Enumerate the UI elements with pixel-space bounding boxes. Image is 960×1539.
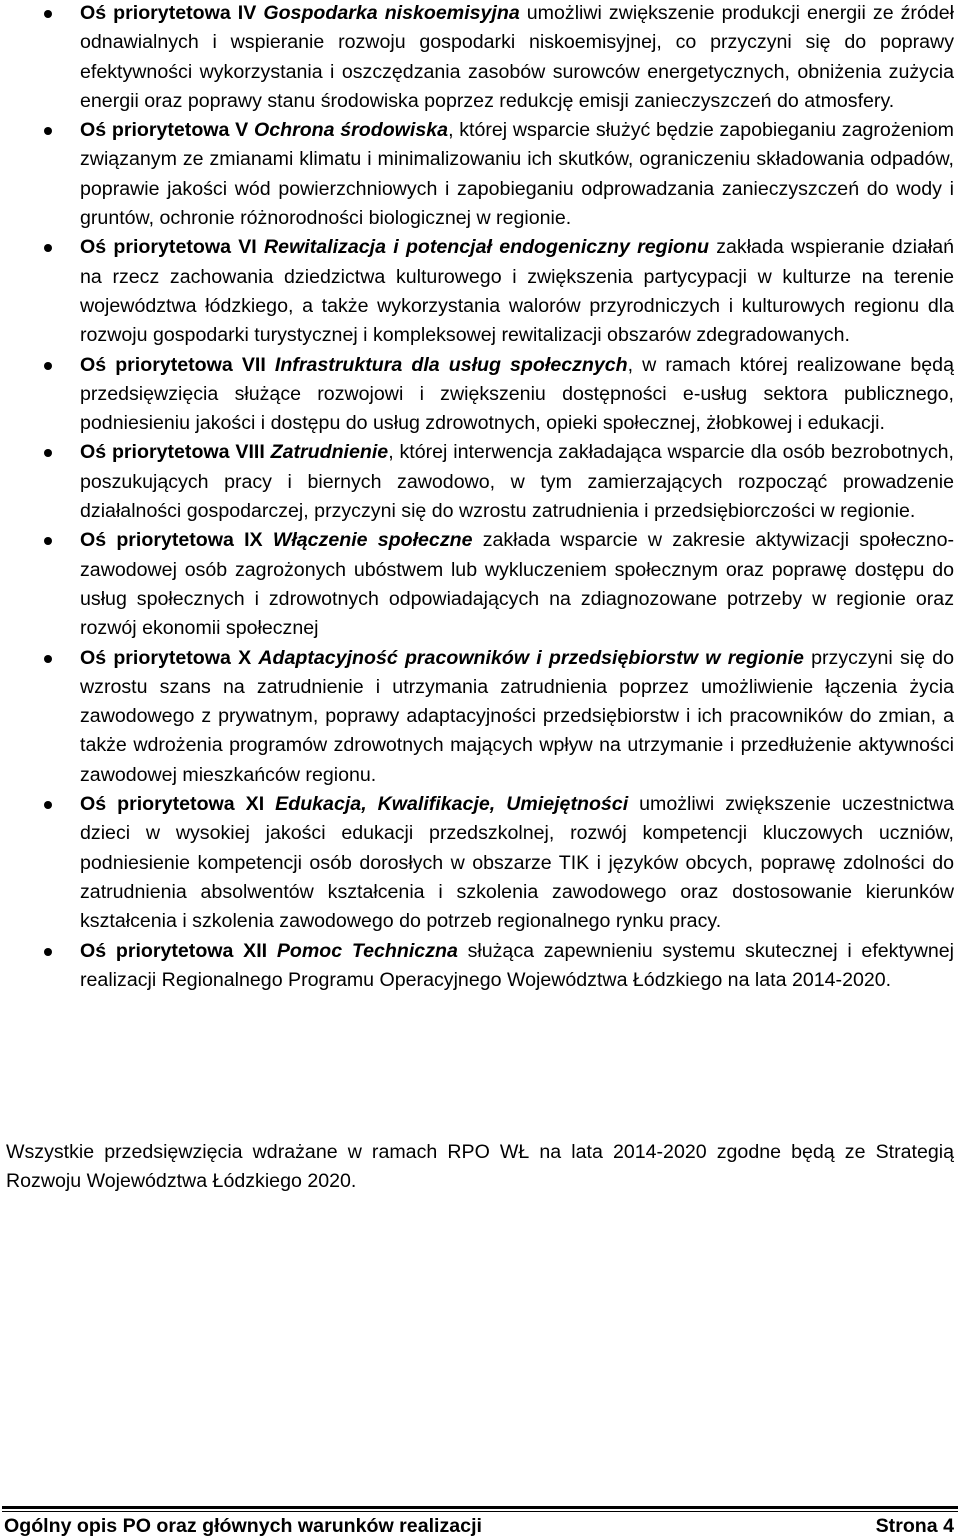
axis-description: , której interwencja zakładająca wsparcie dla osób bezrobotnych, poszukujących pracy i biernych zawodowo, w tym zamierzających rozpocząć prowadzenie działalności gospodarczej, przyczyni się do wzrostu zatrudnienia i przedsiębiorczości w regionie. <box>80 441 954 523</box>
axis-description: umożliwi zwiększenie uczestnictwa dzieci w wysokiej jakości edukacji przedszkolnej, rozwój kompetencji kluczowych uczniów, podniesienie kompetencji osób dorosłych w obszarze TIK i języków obcych, poprawę zdolności do zatrudnienia absolwentów kształcenia i szkolenia zawodowego oraz dostosowanie kierunków kształcenia i szkolenia zawodowego do potrzeb regionalnego rynku pracy. <box>80 793 954 933</box>
list-item-axis-v <box>0 116 960 233</box>
axis-description: służąca zapewnieniu systemu skutecznej i efektywnej realizacji Regionalnego Programu Operacyjnego Województwa Łódzkiego na lata 2014-2020. <box>80 939 954 991</box>
axis-label: Oś priorytetowa V <box>80 119 249 142</box>
axis-name: Infrastruktura dla usług społecznych <box>274 353 628 376</box>
axis-name: Edukacja, Kwalifikacje, Umiejętności <box>275 793 629 816</box>
list-item-axis-x <box>0 644 960 790</box>
axis-label: Oś priorytetowa X <box>80 646 252 669</box>
axis-name: Adaptacyjność pracowników i przedsiębiorstw w regionie <box>258 646 804 669</box>
bullet-icon <box>44 449 52 457</box>
axis-name: Ochrona środowiska <box>253 119 449 142</box>
axis-name: Pomoc Techniczna <box>276 939 458 962</box>
list-item-axis-ix <box>0 526 960 643</box>
axis-description: , w ramach której realizowane będą przedsięwzięcia służące rozwojowi i zwiększeniu dostępności e-usług sektora publicznego, podniesieniu jakości i dostępu do usług zdrowotnych, opieki społecznej, żłobkowej i edukacji. <box>80 353 954 435</box>
axis-label: Oś priorytetowa IV <box>80 2 257 24</box>
axis-name: Zatrudnienie <box>270 441 389 464</box>
axis-label: Oś priorytetowa VII <box>80 353 266 376</box>
axis-description: zakłada wspieranie działań na rzecz zachowania dziedzictwa kulturowego i zwiększenia partycypacji w kulturze na terenie województwa łódzkiego, a także wykorzystania walorów przyrodniczych i kulturowych regionu dla rozwoju gospodarki turystycznej i kompleksowej rewitalizacji obszarów zdegradowanych. <box>80 236 955 347</box>
list-item-axis-iv <box>0 0 960 116</box>
axis-description: , której wsparcie służyć będzie zapobieganiu zagrożeniom związanym ze zmianami klimatu i minimalizowaniu ich skutków, ograniczeniu składowania odpadów, poprawie jakości wód powierzchniowych i zapobieganiu odprowadzania zanieczyszczeń do wody i gruntów, ochronie różnorodności biologicznej w regionie. <box>80 119 954 230</box>
axis-description: przyczyni się do wzrostu szans na zatrudnienie i utrzymania zatrudnienia poprzez umożliwienie łączenia życia zawodowego z prywatnym, poprawy adaptacyjności przedsiębiorstw i ich pracowników do zmian, a także wdrożenia programów zdrowotnych mających wpływ na utrzymanie i przedłużenie aktywności zawodowej mieszkańców regionu. <box>80 646 954 786</box>
axis-label: Oś priorytetowa VI <box>80 236 257 259</box>
axis-label: Oś priorytetowa IX <box>80 529 263 552</box>
list-item-axis-vi <box>0 233 960 350</box>
bullet-icon <box>44 801 52 809</box>
bullet-icon <box>44 127 52 135</box>
axis-name: Rewitalizacja i potencjał endogeniczny regionu <box>264 236 709 259</box>
bullet-icon <box>44 655 52 663</box>
axis-name: Gospodarka niskoemisyjna <box>263 2 520 24</box>
axis-label: Oś priorytetowa XI <box>80 793 265 816</box>
list-item-axis-viii <box>0 438 960 526</box>
axis-description: zakłada wsparcie w zakresie aktywizacji społeczno-zawodowej osób zagrożonych ubóstwem lub wykluczeniem społecznym oraz poprawę dostępu do usług społecznych i zdrowotnych odpowiadających na zdiagnozowane potrzeby w regionie oraz rozwój ekonomii społecznej <box>80 529 955 640</box>
list-item-axis-vii <box>0 351 960 439</box>
footer-rule <box>2 1506 958 1509</box>
bullet-icon <box>44 537 52 545</box>
axis-name: Włączenie społeczne <box>272 529 473 552</box>
footer-rule-thin <box>2 1511 958 1512</box>
axis-label: Oś priorytetowa XII <box>80 939 268 962</box>
bullet-icon <box>44 10 52 18</box>
footer-title: Ogólny opis PO oraz głównych warunków realizacji <box>4 1515 482 1537</box>
page-footer <box>0 1500 960 1539</box>
list-item-axis-xi <box>0 790 960 936</box>
bullet-icon <box>44 244 52 252</box>
bullet-icon <box>44 948 52 956</box>
closing-paragraph: Wszystkie przedsięwzięcia wdrażane w ramach RPO WŁ na lata 2014-2020 zgodne będą ze Strategią Rozwoju Województwa Łódzkiego 2020. <box>6 1141 954 1193</box>
list-item-axis-xii <box>0 937 960 996</box>
page-number: Strona 4 <box>875 1515 954 1537</box>
axis-label: Oś priorytetowa VIII <box>80 441 265 464</box>
axis-description: umożliwi zwiększenie produkcji energii ze źródeł odnawialnych i wspieranie rozwoju gospodarki niskoemisyjnej, co przyczyni się do poprawy efektywności wykorzystania i oszczędzania zasobów surowców energetycznych, obniżenia zużycia energii oraz poprawy stanu środowiska poprzez redukcję emisji zanieczyszczeń do atmosfery. <box>80 2 954 112</box>
bullet-icon <box>44 362 52 370</box>
